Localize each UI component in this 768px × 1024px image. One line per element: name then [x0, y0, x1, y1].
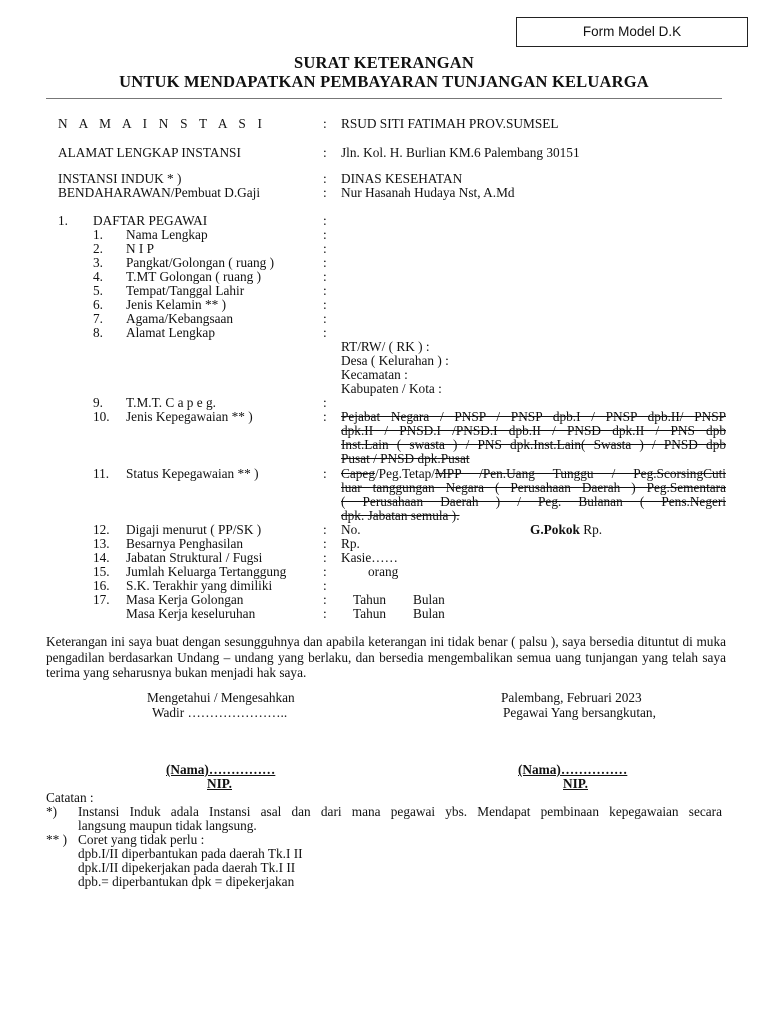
item-label-alamat: Alamat Lengkap	[126, 325, 215, 340]
status-mpp: MPP /Pen.Uang Tunggu / Peg.ScorsingCuti	[434, 466, 726, 481]
left-sign-line-1: Mengetahui / Mengesahkan	[147, 690, 295, 705]
gpokok-value: Rp.	[583, 522, 603, 537]
item-num: 15.	[93, 564, 110, 579]
item-num: 6.	[93, 297, 103, 312]
left-sign-line-2: Wadir …………………..	[152, 705, 288, 720]
jabatan-value: Kasie……	[341, 550, 398, 565]
field-value-nama-instansi: RSUD SITI FATIMAH PROV.SUMSEL	[341, 116, 559, 131]
section-number: 1.	[58, 213, 68, 228]
status-kepegawaian-line-2: luar tanggungan Negara ( Perusahaan Daerah ) Peg.Sementara	[341, 480, 726, 495]
item-num: 3.	[93, 255, 103, 270]
note-2-title: Coret yang tidak perlu :	[78, 832, 205, 847]
form-model-label: Form Model D.K	[582, 24, 682, 39]
item-num: 9.	[93, 395, 103, 410]
title-line-2: UNTUK MENDAPATKAN PEMBAYARAN TUNJANGAN KELUARGA	[119, 72, 649, 91]
item-num: 14.	[93, 550, 110, 565]
item-num: 1.	[93, 227, 103, 242]
item-num: 13.	[93, 536, 110, 551]
field-value-bendaharawan: Nur Hasanah Hudaya Nst, A.Md	[341, 185, 515, 200]
right-sign-line-1: Palembang, Februari 2023	[501, 690, 642, 705]
penghasilan-value: Rp.	[341, 536, 360, 551]
item-label-penghasilan: Besarnya Penghasilan	[126, 536, 244, 551]
right-sign-name: (Nama)……………	[518, 762, 628, 777]
colon: :	[323, 311, 327, 326]
item-label-nip: N I P	[126, 241, 155, 256]
note-2-line-2: dpk.I/II dipekerjakan pada daerah Tk.I II	[78, 860, 296, 875]
bulan-label: Bulan	[413, 606, 445, 621]
jenis-kepegawaian-line-4: Pusat / PNSD dpk.Pusat	[341, 451, 470, 466]
item-num: 8.	[93, 325, 103, 340]
address-rt-rw: RT/RW/ ( RK ) :	[341, 339, 430, 354]
item-label-ttl: Tempat/Tanggal Lahir	[126, 283, 245, 298]
item-label-jenis-kepegawaian: Jenis Kepegawaian ** )	[126, 409, 253, 424]
colon: :	[323, 269, 327, 284]
note-2-line-3: dpb.= diperbantukan dpk = dipekerjakan	[78, 874, 295, 889]
colon: :	[323, 564, 327, 579]
field-label-nama-instansi: N A M A I N S T A S I	[58, 116, 267, 131]
colon: :	[323, 606, 327, 621]
tahun-label: Tahun	[353, 606, 387, 621]
left-sign-nip: NIP.	[207, 776, 233, 791]
address-desa: Desa ( Kelurahan ) :	[341, 353, 449, 368]
status-kepegawaian-line-3: ( Perusahaan Daerah ) / Peg. Bulanan ( Pens.Negeri	[341, 494, 726, 509]
colon: :	[323, 466, 327, 481]
field-value-alamat-instansi: Jln. Kol. H. Burlian KM.6 Palembang 30151	[341, 145, 580, 160]
address-kabupaten: Kabupaten / Kota :	[341, 381, 442, 396]
colon: :	[323, 227, 327, 242]
status-peg-tetap: /Peg.Tetap/	[374, 466, 435, 481]
item-num: 7.	[93, 311, 103, 326]
form-model-box	[516, 17, 748, 47]
item-label-tmt-golongan: T.MT Golongan ( ruang )	[126, 269, 262, 284]
note-1-mark: *)	[46, 804, 58, 819]
jenis-kepegawaian-line-2: dpk.II / PNSD.I /PNSD.I dpb.II / PNSD dpk.II / PNS dpb	[341, 423, 726, 438]
item-label-digaji: Digaji menurut ( PP/SK )	[126, 522, 262, 537]
note-2-mark: ** )	[46, 832, 68, 847]
item-num: 16.	[93, 578, 110, 593]
colon: :	[323, 241, 327, 256]
item-num: 5.	[93, 283, 103, 298]
address-kecamatan: Kecamatan :	[341, 367, 408, 382]
colon: :	[323, 185, 327, 200]
left-sign-name: (Nama)……………	[166, 762, 276, 777]
status-capeg: Capeg	[341, 466, 375, 481]
colon: :	[323, 550, 327, 565]
item-num: 10.	[93, 409, 110, 424]
field-value-instansi-induk: DINAS KESEHATAN	[341, 171, 463, 186]
field-label-bendaharawan: BENDAHARAWAN/Pembuat D.Gaji	[58, 185, 261, 200]
item-label-jenis-kelamin: Jenis Kelamin ** )	[126, 297, 227, 312]
colon: :	[323, 409, 327, 424]
bulan-label: Bulan	[413, 592, 445, 607]
catatan-title: Catatan :	[46, 790, 94, 805]
colon: :	[323, 325, 327, 340]
item-label-pangkat: Pangkat/Golongan ( ruang )	[126, 255, 275, 270]
jenis-kepegawaian-line-3: Inst.Lain ( swasta ) / PNS dpk.Inst.Lain( Swasta ) / PNSD dpb	[341, 437, 726, 452]
colon: :	[323, 171, 327, 186]
item-num: 17.	[93, 592, 110, 607]
status-kepegawaian-line-4: dpk. Jabatan semula ).	[341, 508, 460, 523]
statement-paragraph: Keterangan ini saya buat dengan sesungguhnya dan apabila keterangan ini tidak benar ( palsu ), saya bersedia dituntut di muka pengadilan berdasarkan Undang – undang yang berlaku, dan bersedia mengembalikan semua uang tunjangan yang telah saya terima yang seharusnya bukan menjadi hak saya.	[46, 634, 726, 680]
digaji-no: No.	[341, 522, 361, 537]
field-label-instansi-induk: INSTANSI INDUK * )	[58, 171, 182, 186]
item-num: 4.	[93, 269, 103, 284]
note-2-line-1: dpb.I/II diperbantukan pada daerah Tk.I II	[78, 846, 303, 861]
right-sign-nip: NIP.	[563, 776, 589, 791]
gpokok	[530, 523, 602, 538]
colon: :	[323, 213, 327, 228]
colon: :	[323, 145, 327, 160]
note-1-line-2: langsung maupun tidak langsung.	[78, 818, 257, 833]
item-label-sk-terakhir: S.K. Terakhir yang dimiliki	[126, 578, 273, 593]
item-num: 2.	[93, 241, 103, 256]
colon: :	[323, 592, 327, 607]
item-label-nama: Nama Lengkap	[126, 227, 208, 242]
item-num: 11.	[93, 466, 110, 481]
item-label-keluarga: Jumlah Keluarga Tertanggung	[126, 564, 287, 579]
field-label-alamat-instansi: ALAMAT LENGKAP INSTANSI	[58, 145, 241, 160]
item-label-masa-kerja-keseluruhan: Masa Kerja keseluruhan	[126, 606, 256, 621]
right-sign-line-2: Pegawai Yang bersangkutan,	[503, 705, 656, 720]
jenis-kepegawaian-line-1: Pejabat Negara / PNSP / PNSP dpb.I / PNSP dpb.II/ PNSP	[341, 409, 726, 424]
tahun-label: Tahun	[353, 592, 387, 607]
item-label-masa-kerja-golongan: Masa Kerja Golongan	[126, 592, 244, 607]
gpokok-label: G.Pokok	[530, 522, 580, 537]
colon: :	[323, 395, 327, 410]
item-label-tmt-capeg: T.M.T. C a p e g.	[126, 395, 216, 410]
colon: :	[323, 578, 327, 593]
colon: :	[323, 255, 327, 270]
colon: :	[323, 522, 327, 537]
item-num: 12.	[93, 522, 110, 537]
title-line-1: SURAT KETERANGAN	[294, 53, 474, 72]
colon: :	[323, 297, 327, 312]
colon: :	[323, 283, 327, 298]
item-label-status-kepegawaian: Status Kepegawaian ** )	[126, 466, 259, 481]
note-1-line-1: Instansi Induk adala Instansi asal dan dari mana pegawai ybs. Mendapat pembinaan kepegawaian secara	[78, 804, 722, 819]
item-label-jabatan: Jabatan Struktural / Fugsi	[126, 550, 263, 565]
colon: :	[323, 116, 327, 131]
title-divider	[46, 98, 722, 99]
section-title: DAFTAR PEGAWAI	[93, 213, 208, 228]
item-label-agama: Agama/Kebangsaan	[126, 311, 234, 326]
keluarga-value: orang	[368, 564, 399, 579]
colon: :	[323, 536, 327, 551]
